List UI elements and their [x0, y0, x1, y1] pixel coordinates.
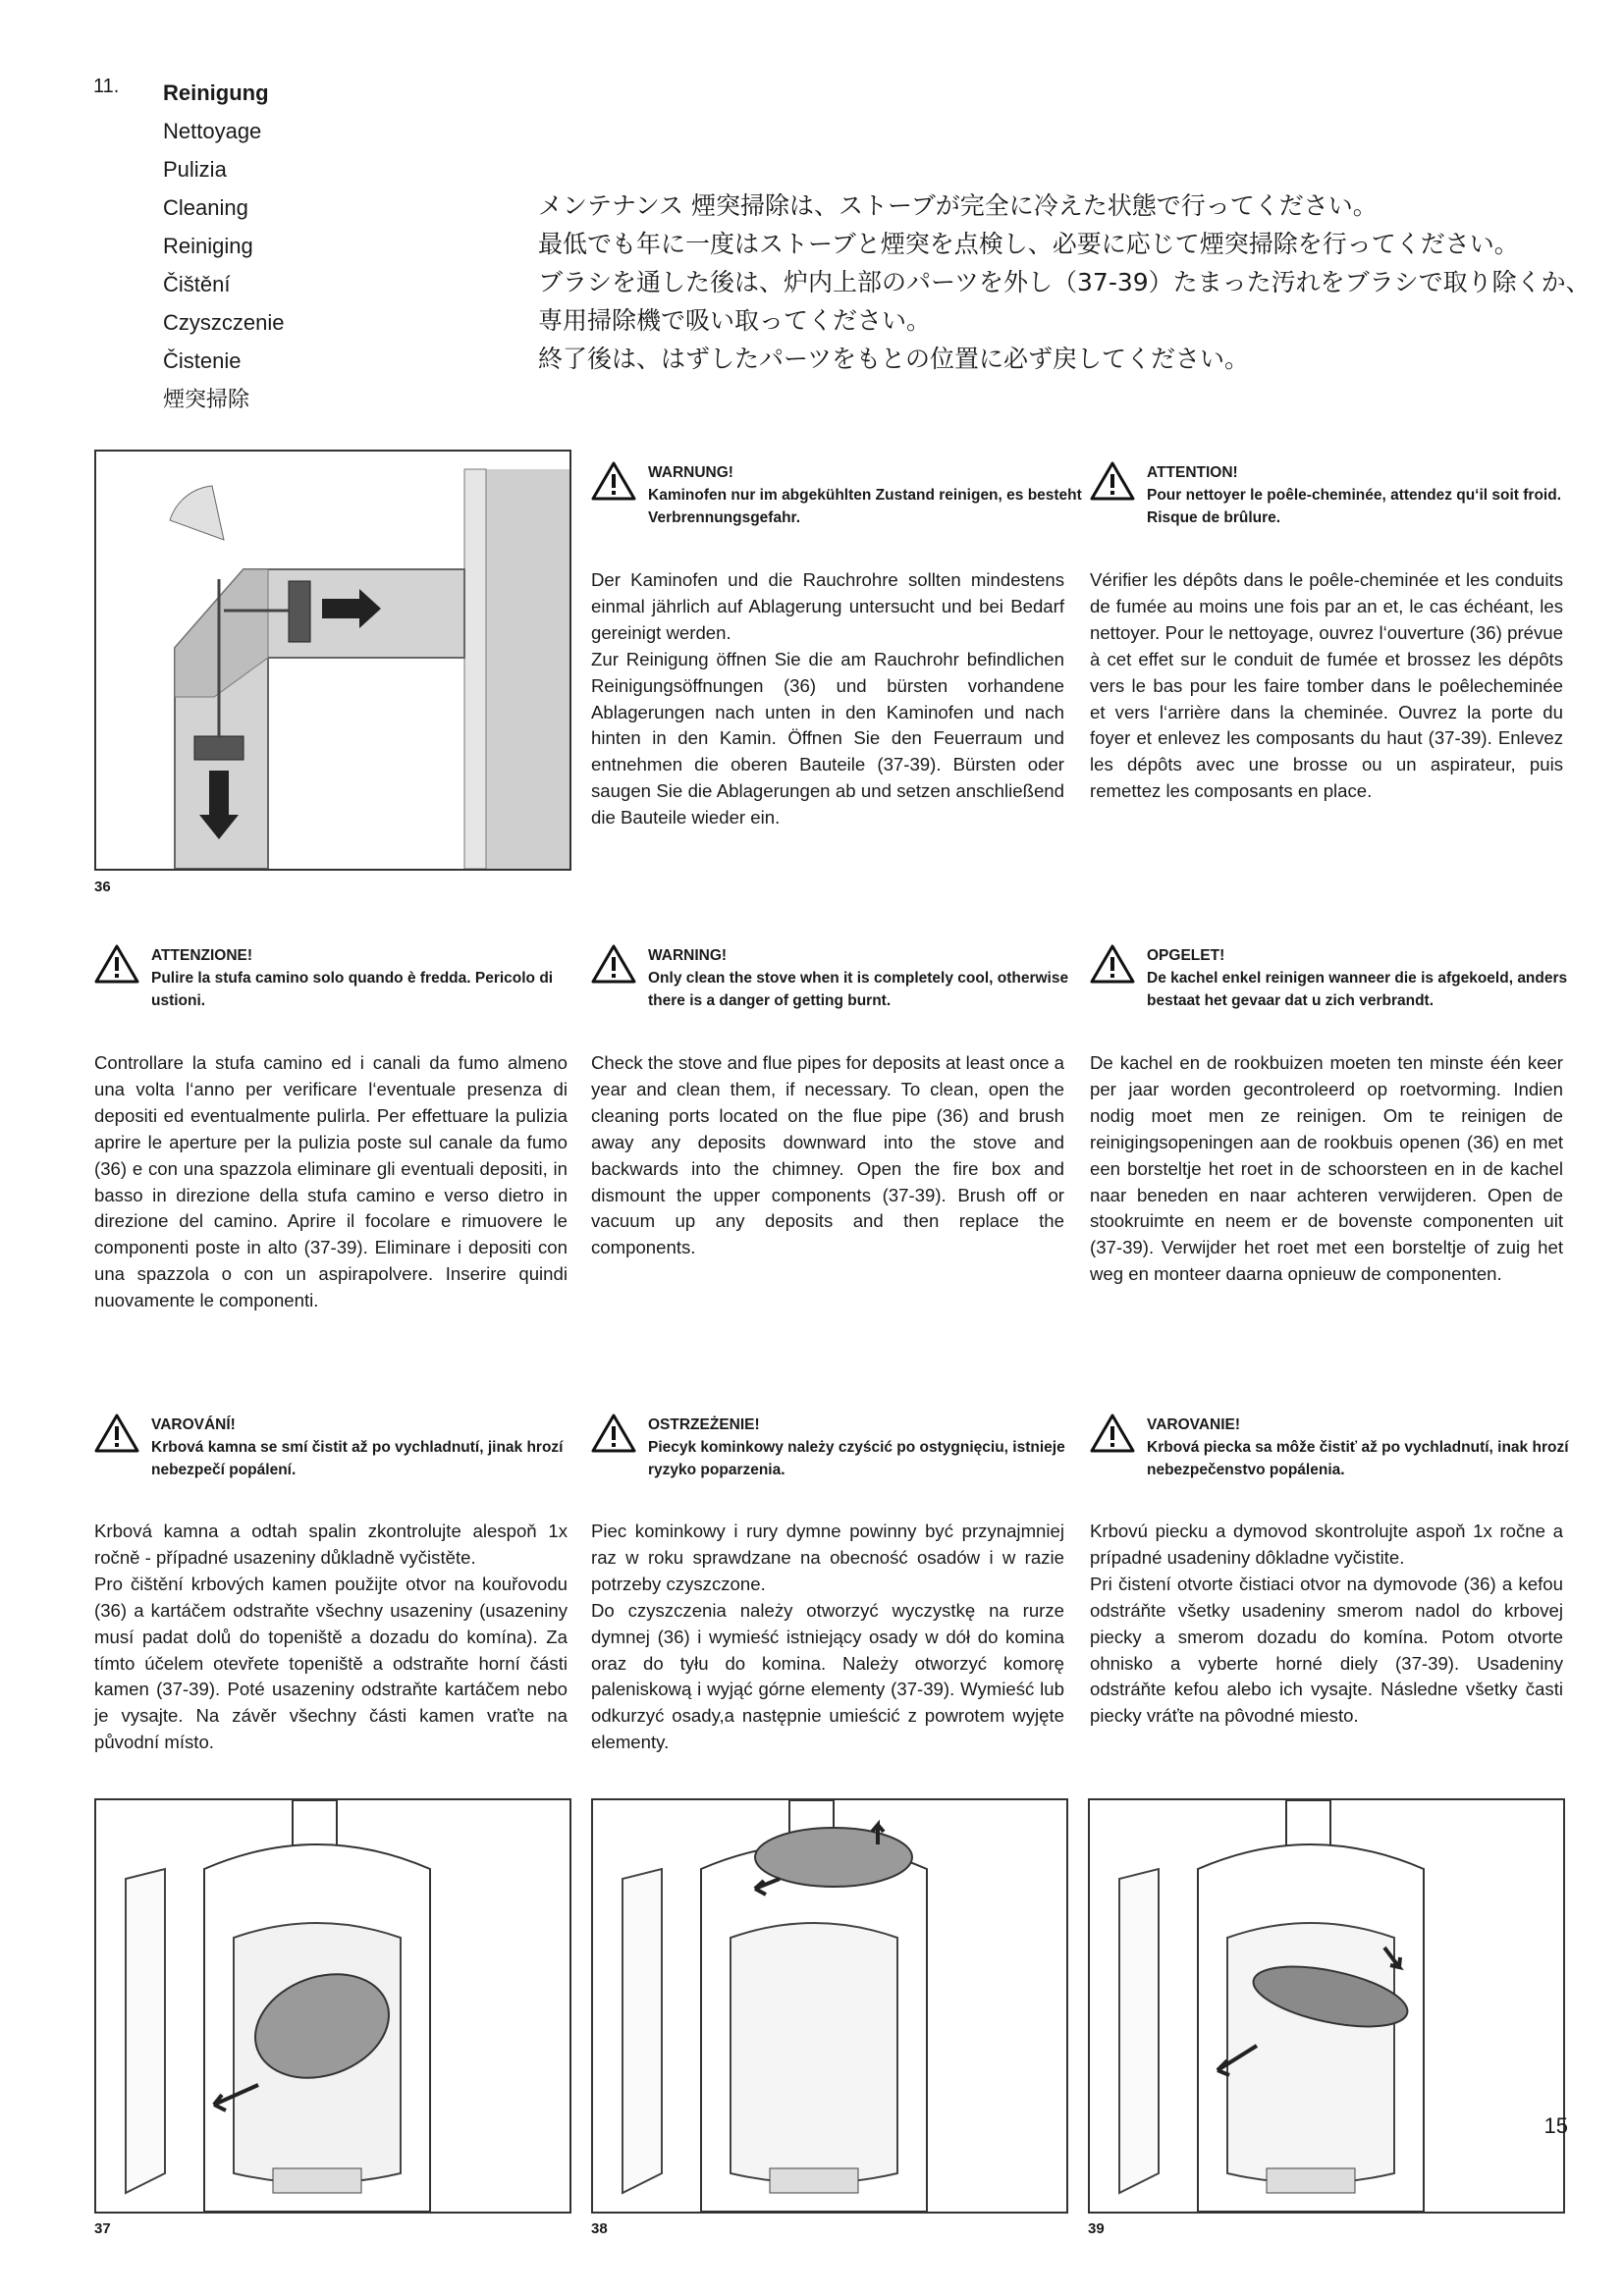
section-title-nl: Reiniging	[163, 234, 253, 258]
figure-36-flue-cleaning	[94, 450, 571, 871]
section-title-cs: Čištění	[163, 272, 231, 296]
flue-pipe-illustration	[96, 452, 569, 869]
warning-text: Pour nettoyer le poêle-cheminée, attendez qu‘il soit froid. Risque de brûlure.	[1147, 487, 1562, 526]
warning-triangle-icon	[1090, 1414, 1135, 1453]
warning-title: WARNING!	[648, 947, 728, 964]
paragraph: Check the stove and flue pipes for deposits at least once a year and clean them, if necessary. To clean, open the cleaning ports located on the flue pipe (36) and brush away any deposits downward into the stove and backwards into the chimney. Open the fire box and dismount the upper components (37-39). Brush off or vacuum up any deposits and then replace the components.	[591, 1052, 1064, 1258]
body-text-fr	[1090, 567, 1563, 805]
warning-title: OSTRZEŻENIE!	[648, 1416, 760, 1433]
page-number: 15	[1543, 2113, 1568, 2138]
stove-illustration	[1090, 1800, 1563, 2212]
warning-triangle-icon	[591, 461, 636, 501]
warning-cs	[94, 1414, 585, 1481]
paragraph: Zur Reinigung öffnen Sie die am Rauchrohr befindlichen Reinigungsöffnungen (36) und bürsten vorhandene Ablagerungen nach unten in den Kaminofen und nach hinten in den Kamin. Öffnen Sie den Feuerraum und entnehmen die oberen Bauteile (37-39). Bürsten oder saugen Sie die Ablagerungen ab und setzen anschließend die Bauteile wieder ein.	[591, 648, 1064, 828]
section-title-it: Pulizia	[163, 157, 227, 182]
cleaning-cap	[170, 486, 224, 540]
paragraph: Piec kominkowy i rury dymne powinny być przynajmniej raz w roku sprawdzane na obecność osadów i w razie potrzeby czyszczone.	[591, 1521, 1064, 1594]
japanese-line: 最低でも年に一度はストーブと煙突を点検し、必要に応じて煙突掃除を行ってください。	[538, 230, 1519, 258]
paragraph: Krbová kamna a odtah spalin zkontrolujte alespoň 1x ročně - případné usazeniny důkladně vyčistěte.	[94, 1521, 568, 1568]
japanese-line: 終了後は、はずしたパーツをもとの位置に必ず戻してください。	[538, 345, 1250, 373]
warning-en	[591, 944, 1082, 1012]
warning-triangle-icon	[591, 1414, 636, 1453]
paragraph: Vérifier les dépôts dans le poêle-cheminée et les conduits de fumée au moins une fois par an et, le cas échéant, les nettoyer. Pour le nettoyage, ouvrez l‘ouverture (36) prévue à cet effet sur le conduit de fumée et brossez les dépôts vers le bas pour les faire tomber dans le poêlecheminée et vers l‘arrière dans la cheminée. Ouvrez la porte du foyer et enlevez les composants du haut (37-39). Enlevez les dépôts avec une brosse ou un aspirateur, puis remettez les composants en place.	[1090, 569, 1563, 802]
figure-number: 38	[591, 2220, 608, 2237]
body-text-cs	[94, 1519, 568, 1756]
figure-38-stove-baffle	[591, 1798, 1068, 2214]
warning-fr	[1090, 461, 1581, 529]
figure-39-stove-plate	[1088, 1798, 1565, 2214]
warning-it	[94, 944, 585, 1012]
body-text-pl	[591, 1519, 1064, 1756]
warning-sk	[1090, 1414, 1581, 1481]
stove-illustration	[593, 1800, 1066, 2212]
section-titles	[163, 74, 284, 418]
section-title-de: Reinigung	[163, 80, 269, 105]
section-title-fr: Nettoyage	[163, 119, 262, 143]
warning-text: Piecyk kominkowy należy czyścić po ostygnięciu, istnieje ryzyko poparzenia.	[648, 1439, 1065, 1478]
figure-37-stove-open	[94, 1798, 571, 2214]
brush-head-vertical	[194, 736, 244, 760]
chimney-wall	[484, 469, 569, 869]
paragraph: Pri čistení otvorte čistiaci otvor na dymovode (36) a kefou odstráňte všetky usadeniny smerom nadol do krbovej piecky a smerom dozadu do komína. Potom otvorte ohnisko a vyberte horné diely (37-39). Usadeniny odstráňte kefou alebo ich vysajte. Následne všetky časti piecky vráťte na pôvodné miesto.	[1090, 1573, 1563, 1727]
japanese-line: ブラシを通した後は、炉内上部のパーツを外し（37-39）たまった汚れをブラシで取り除くか、	[538, 268, 1591, 296]
figure-number: 37	[94, 2220, 111, 2237]
warning-pl	[591, 1414, 1082, 1481]
japanese-paragraph	[538, 187, 1591, 378]
section-title-en: Cleaning	[163, 195, 248, 220]
figure-number: 36	[94, 879, 111, 895]
figure-number: 39	[1088, 2220, 1105, 2237]
warning-text: Kaminofen nur im abgekühlten Zustand reinigen, es besteht Verbrennungsgefahr.	[648, 487, 1082, 526]
warning-nl	[1090, 944, 1581, 1012]
warning-text: Krbová kamna se smí čistit až po vychladnutí, jinak hrozí nebezpečí popálení.	[151, 1439, 564, 1478]
body-text-it	[94, 1050, 568, 1314]
warning-triangle-icon	[94, 1414, 139, 1453]
japanese-line: メンテナンス 煙突掃除は、ストーブが完全に冷えた状態で行ってください。	[538, 191, 1378, 220]
warning-triangle-icon	[1090, 461, 1135, 501]
section-title-ja: 煙突掃除	[163, 387, 250, 411]
warning-text: Krbová piecka sa môže čistiť až po vychladnutí, inak hrozí nebezpečenstvo popálenia.	[1147, 1439, 1569, 1478]
japanese-line: 専用掃除機で吸い取ってください。	[538, 306, 932, 335]
warning-text: De kachel enkel reinigen wanneer die is afgekoeld, anders bestaat het gevaar dat u zich verbrandt.	[1147, 970, 1568, 1009]
warning-title: ATTENZIONE!	[151, 947, 253, 964]
warning-title: VAROVANIE!	[1147, 1416, 1241, 1433]
section-title-pl: Czyszczenie	[163, 310, 285, 335]
stove-illustration	[96, 1800, 569, 2212]
paragraph: Pro čištění krbových kamen použijte otvor na kouřovodu (36) a kartáčem odstraňte všechny usazeniny (usazeniny musí padat dolů do topeniště a dozadu do komína). Za tímto účelem otevřete topeniště a odstraňte horní části kamen (37-39). Poté usazeniny odstraňte kartáčem nebo je vysajte. Na závěr všechny části kamen vraťte na původní místo.	[94, 1573, 568, 1753]
section-number: 11.	[93, 76, 120, 97]
warning-title: ATTENTION!	[1147, 464, 1238, 481]
warning-text: Only clean the stove when it is completely cool, otherwise there is a danger of getting burnt.	[648, 970, 1069, 1009]
body-text-de	[591, 567, 1064, 831]
body-text-sk	[1090, 1519, 1563, 1730]
paragraph: Der Kaminofen und die Rauchrohre sollten mindestens einmal jährlich auf Ablagerung untersucht und bei Bedarf gereinigt werden.	[591, 569, 1064, 643]
warning-de	[591, 461, 1082, 529]
paragraph: De kachel en de rookbuizen moeten ten minste één keer per jaar worden gecontroleerd op roetvorming. Indien nodig moet men ze reinigen. Om te reinigen de reinigingsopeningen aan de rookbuis openen (36) en met een borsteltje het roet in de schoorsteen en in de kachel naar beneden en naar achteren verwijderen. Open de stookruimte en neem er de bovenste componenten uit (37-39). Verwijder het roet met een borsteltje of zuig het weg en monteer daarna opnieuw de componenten.	[1090, 1052, 1563, 1285]
warning-text: Pulire la stufa camino solo quando è fredda. Pericolo di ustioni.	[151, 970, 554, 1009]
warning-title: OPGELET!	[1147, 947, 1225, 964]
body-text-nl	[1090, 1050, 1563, 1288]
section-title-sk: Čistenie	[163, 348, 242, 373]
chimney-wall-edge	[464, 469, 486, 869]
warning-title: WARNUNG!	[648, 464, 733, 481]
warning-title: VAROVÁNÍ!	[151, 1416, 236, 1433]
brush-head-horizontal	[289, 581, 310, 642]
warning-triangle-icon	[94, 944, 139, 984]
body-text-en	[591, 1050, 1064, 1261]
warning-triangle-icon	[1090, 944, 1135, 984]
paragraph: Do czyszczenia należy otworzyć wyczystkę na rurze dymnej (36) i wymieść istniejący osady w dół do komina oraz do tyłu do komina. Należy otworzyć komorę paleniskową i wyjąć górne elementy (37-39). Wymieść lub odkurzyć osady,a następnie umieścić z powrotem wyjęte elementy.	[591, 1599, 1064, 1753]
paragraph: Krbovú piecku a dymovod skontrolujte aspoň 1x ročne a prípadné usadeniny dôkladne vyčistite.	[1090, 1521, 1563, 1568]
paragraph: Controllare la stufa camino ed i canali da fumo almeno una volta l‘anno per verificare l‘eventuale presenza di depositi ed eventualmente pulirla. Per effettuare la pulizia aprire le aperture per la pulizia poste sul canale da fumo (36) e con una spazzola eliminare gli eventuali depositi, in basso in direzione della stufa camino e verso dietro in direzione del camino. Aprire il focolare e rimuovere le componenti poste in alto (37-39). Eliminare i depositi con una spazzola o con un aspirapolvere. Inserire quindi nuovamente le componenti.	[94, 1052, 568, 1311]
warning-triangle-icon	[591, 944, 636, 984]
